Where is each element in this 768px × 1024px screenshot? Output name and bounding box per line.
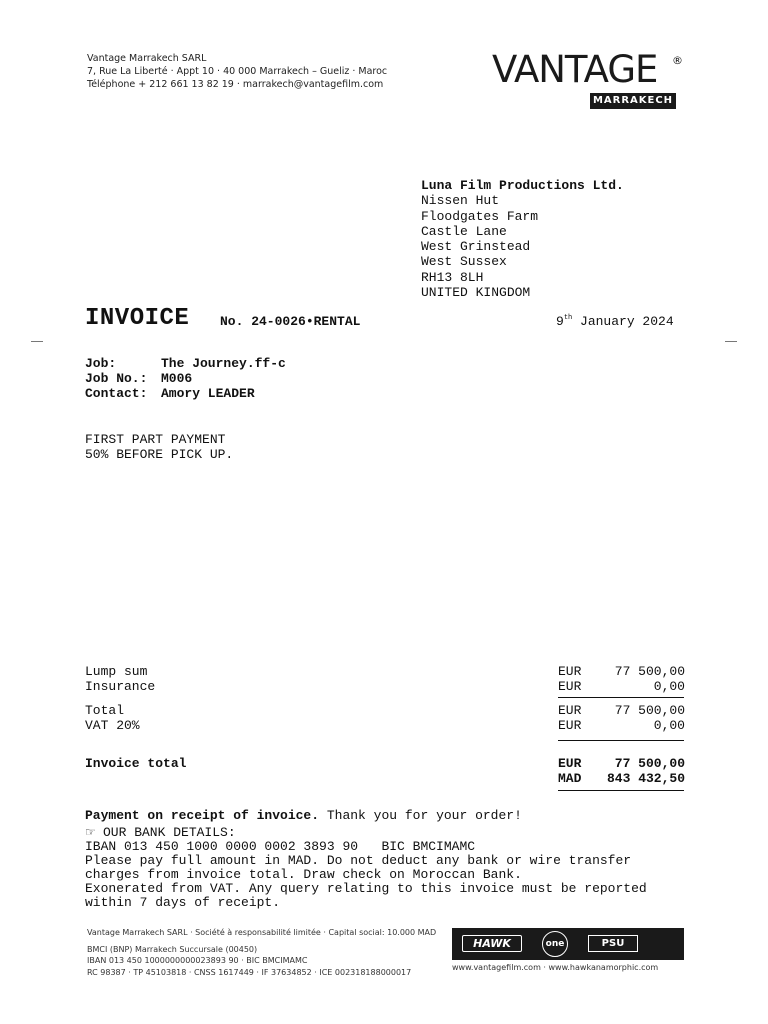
payment-heading-line bbox=[85, 809, 705, 823]
psu-logo: PSU bbox=[588, 935, 638, 952]
recipient-name: Luna Film Productions Ltd. bbox=[421, 178, 624, 193]
logo-wordmark: VANTAGE bbox=[492, 48, 658, 91]
address-line: UNITED KINGDOM bbox=[421, 285, 531, 301]
recipient-address bbox=[421, 178, 624, 300]
item-amount: 77 500,00 bbox=[614, 664, 685, 679]
company-address: 7, Rue La Liberté · Appt 10 · 40 000 Marrakech – Gueliz · Maroc bbox=[87, 66, 388, 77]
registration-ids: RC 98387 · TP 45103818 · CNSS 1617449 · IF 37634852 · ICE 002318188000017 bbox=[87, 967, 412, 977]
address-line: RH13 8LH bbox=[421, 269, 484, 285]
mad-total: 843 432,50 bbox=[606, 771, 685, 786]
item-currency: EUR bbox=[558, 718, 582, 733]
item-amount: 77 500,00 bbox=[614, 703, 685, 718]
item-currency: EUR bbox=[558, 679, 582, 694]
hawk-logo: HAWK bbox=[462, 935, 522, 952]
thank-you: Thank you for your order! bbox=[319, 808, 522, 823]
line-item bbox=[85, 679, 685, 694]
payment-heading: Payment on receipt of invoice. bbox=[85, 808, 320, 823]
eur-total: 77 500,00 bbox=[614, 756, 685, 771]
note-line: FIRST PART PAYMENT bbox=[85, 432, 226, 447]
one-logo: one bbox=[542, 931, 568, 957]
invoice-date bbox=[556, 314, 674, 329]
legal-line: Vantage Marrakech SARL · Société à responsabilité limitée · Capital social: 10.000 MAD bbox=[87, 928, 437, 937]
invoice-total-row bbox=[85, 756, 685, 771]
line-item bbox=[85, 703, 685, 718]
footer-websites: www.vantagefilm.com · www.hawkanamorphic.com bbox=[452, 963, 659, 972]
mad-currency: MAD bbox=[558, 771, 582, 786]
registered-mark: ® bbox=[672, 54, 683, 67]
fold-mark-right bbox=[725, 341, 737, 342]
bank-heading: OUR BANK DETAILS: bbox=[103, 825, 236, 840]
address-line: West Sussex bbox=[421, 254, 507, 270]
contact-value: Amory LEADER bbox=[161, 386, 255, 401]
date-month-year: January 2024 bbox=[572, 314, 674, 329]
iban-line: IBAN 013 450 1000 0000 0002 3893 90 BIC BMCIMAMC bbox=[85, 839, 476, 854]
company-contact: Téléphone + 212 661 13 82 19 · marrakech@vantagefilm.com bbox=[87, 79, 384, 90]
logo-subtitle: MARRAKECH bbox=[590, 93, 676, 109]
vantage-logo bbox=[492, 48, 684, 110]
address-line: Nissen Hut bbox=[421, 193, 500, 209]
invoice-number: No. 24-0026•RENTAL bbox=[220, 314, 361, 329]
item-label: Insurance bbox=[85, 679, 156, 694]
address-line: Castle Lane bbox=[421, 223, 507, 239]
note-line: 50% BEFORE PICK UP. bbox=[85, 447, 234, 462]
bank-line: BMCI (BNP) Marrakech Succursale (00450) bbox=[87, 944, 258, 954]
brand-logos-bar bbox=[452, 928, 684, 960]
item-currency: EUR bbox=[558, 664, 582, 679]
date-day: 9 bbox=[556, 314, 564, 329]
payment-notes bbox=[85, 432, 233, 462]
item-label: Total bbox=[85, 703, 125, 718]
date-suffix: th bbox=[563, 314, 573, 322]
job-number-value: M006 bbox=[161, 371, 193, 386]
pointing-hand-icon: ☞ bbox=[85, 825, 96, 839]
fold-mark-left bbox=[31, 341, 43, 342]
item-amount: 0,00 bbox=[653, 718, 685, 733]
company-header bbox=[87, 52, 387, 91]
payment-section bbox=[85, 809, 705, 910]
total-rule bbox=[558, 740, 684, 741]
item-currency: EUR bbox=[558, 703, 582, 718]
footer-legal bbox=[87, 927, 436, 978]
payment-text: Exonerated from VAT. Any query relating to this invoice must be reported bbox=[85, 881, 647, 896]
payment-text: within 7 days of receipt. bbox=[85, 895, 281, 910]
item-label: VAT 20% bbox=[85, 718, 140, 733]
eur-currency: EUR bbox=[558, 756, 582, 771]
item-amount: 0,00 bbox=[653, 679, 685, 694]
line-item bbox=[85, 718, 685, 733]
bank-heading-line bbox=[85, 825, 705, 840]
invoice-total-mad-row bbox=[85, 771, 685, 786]
job-label: Job: bbox=[85, 356, 117, 371]
item-label: Lump sum bbox=[85, 664, 148, 679]
address-line: Floodgates Farm bbox=[421, 208, 539, 224]
invoice-title: INVOICE bbox=[85, 305, 190, 332]
grand-total-rule bbox=[558, 790, 684, 791]
address-line: West Grinstead bbox=[421, 239, 531, 255]
job-value: The Journey.ff-c bbox=[161, 356, 286, 371]
line-item bbox=[85, 664, 685, 679]
bank-line: IBAN 013 450 1000000000023893 90 · BIC BMCIMAMC bbox=[87, 956, 308, 965]
invoice-total-label: Invoice total bbox=[85, 756, 187, 771]
company-name: Vantage Marrakech SARL bbox=[87, 53, 207, 64]
payment-text: Please pay full amount in MAD. Do not deduct any bank or wire transfer bbox=[85, 853, 632, 868]
payment-text: charges from invoice total. Draw check on Moroccan Bank. bbox=[85, 867, 522, 882]
contact-label: Contact: bbox=[85, 386, 148, 401]
subtotal-rule bbox=[558, 697, 684, 698]
job-details bbox=[85, 356, 286, 401]
job-number-label: Job No.: bbox=[85, 371, 148, 386]
